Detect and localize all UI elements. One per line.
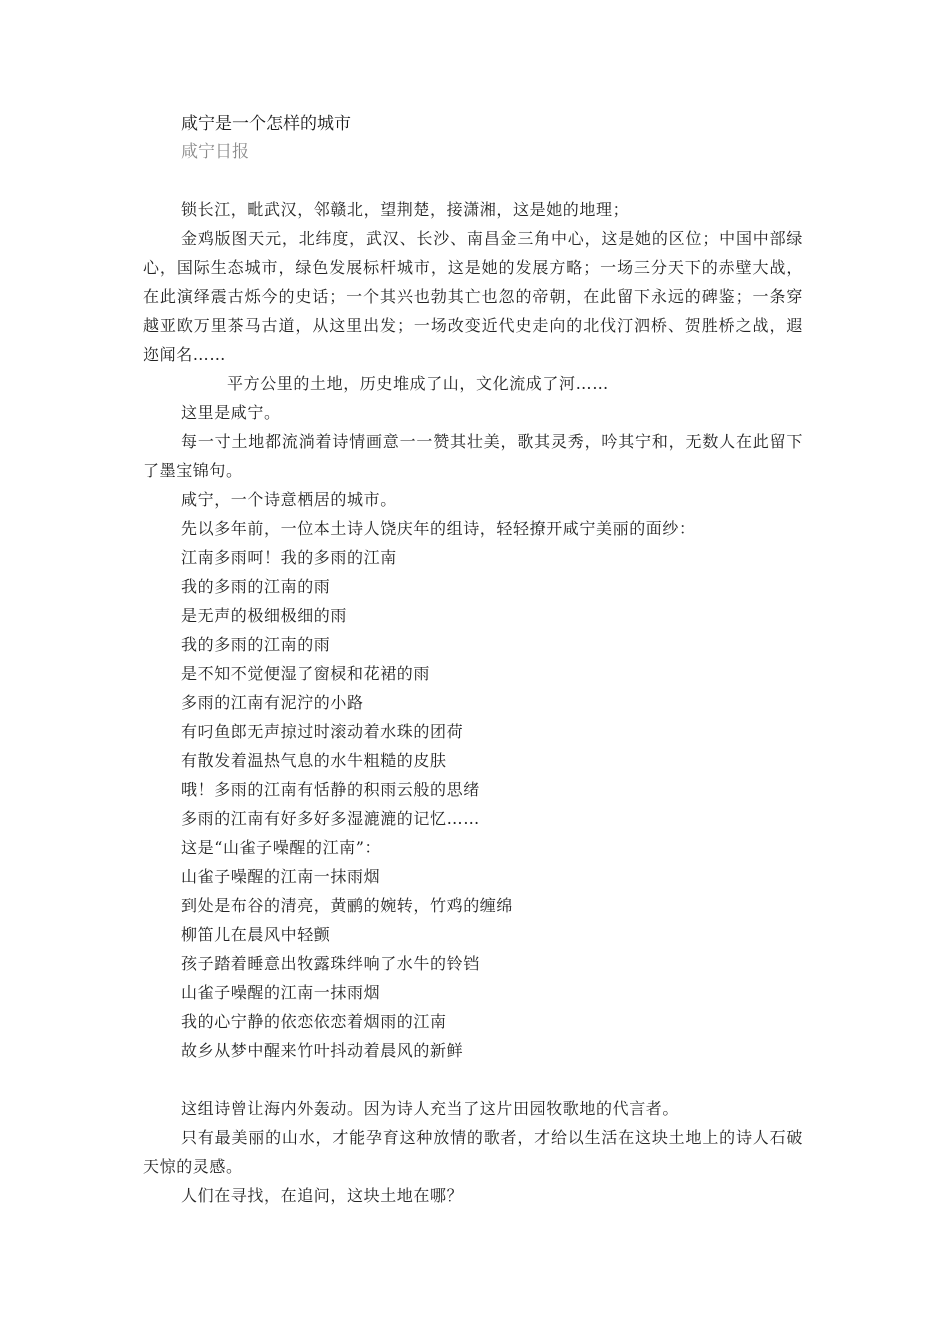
paragraph: 金鸡版图天元，北纬度，武汉、长沙、南昌金三角中心，这是她的区位；中国中部绿心，国际生态城市，绿色发展标杆城市，这是她的发展方略；一场三分天下的赤壁大战，在此演绎震古烁今的史话；一个其兴也勃其亡也忽的帝朝，在此留下永远的碑鉴；一条穿越亚欧万里茶马古道，从这里出发；一场改变近代史走向的北伐汀泗桥、贺胜桥之战，遐迩闻名…… — [143, 229, 803, 364]
poem-line: 是无声的极细极细的雨 — [181, 606, 348, 625]
paragraph: 每一寸土地都流淌着诗情画意一一赞其壮美，歌其灵秀，吟其宁和，无数人在此留下了墨宝锦句。 — [143, 432, 803, 480]
paragraph: 先以多年前，一位本土诗人饶庆年的组诗，轻轻撩开咸宁美丽的面纱： — [181, 519, 696, 538]
document-page — [143, 110, 803, 1210]
article-title: 咸宁是一个怎样的城市 — [181, 114, 351, 134]
poem-line: 是不知不觉便湿了窗棂和花裙的雨 — [181, 664, 431, 683]
article-source: 咸宁日报 — [181, 142, 249, 162]
paragraph: 平方公里的土地，历史堆成了山，文化流成了河…… — [227, 374, 609, 393]
poem-line: 柳笛儿在晨风中轻颤 — [181, 925, 331, 944]
poem-line: 孩子踏着睡意出牧露珠绊响了水牛的铃铛 — [181, 954, 480, 973]
poem-line: 多雨的江南有好多好多湿漉漉的记忆…… — [181, 809, 480, 828]
poem-line: 这是“山雀子噪醒的江南”： — [181, 838, 382, 857]
paragraph: 只有最美丽的山水，才能孕育这种放情的歌者，才给以生活在这块土地上的诗人石破天惊的灵感。 — [143, 1128, 803, 1176]
poem-line: 故乡从梦中醒来竹叶抖动着晨风的新鲜 — [181, 1041, 464, 1060]
poem-line: 有散发着温热气息的水牛粗糙的皮肤 — [181, 751, 447, 770]
poem-line: 江南多雨呵！我的多雨的江南 — [181, 548, 397, 567]
paragraph: 这里是咸宁。 — [181, 403, 281, 422]
poem-line: 我的多雨的江南的雨 — [181, 635, 331, 654]
paragraph: 人们在寻找，在追问，这块土地在哪？ — [181, 1186, 464, 1205]
poem-line: 我的心宁静的依恋依恋着烟雨的江南 — [181, 1012, 447, 1031]
paragraph: 咸宁，一个诗意栖居的城市。 — [181, 490, 397, 509]
blank-line — [143, 166, 803, 195]
poem-line: 哦！多雨的江南有恬静的积雨云般的思绪 — [181, 780, 480, 799]
paragraph: 锁长江，毗武汉，邻赣北，望荆楚，接潇湘，这是她的地理； — [181, 200, 630, 219]
poem-line: 到处是布谷的清亮，黄鹂的婉转，竹鸡的缠绵 — [181, 896, 514, 915]
poem-line: 多雨的江南有泥泞的小路 — [181, 693, 364, 712]
poem-line: 山雀子噪醒的江南一抹雨烟 — [181, 983, 381, 1002]
poem-line: 我的多雨的江南的雨 — [181, 577, 331, 596]
poem — [143, 543, 803, 1065]
paragraph: 这组诗曾让海内外轰动。因为诗人充当了这片田园牧歌地的代言者。 — [181, 1099, 680, 1118]
poem-line: 山雀子噪醒的江南一抹雨烟 — [181, 867, 381, 886]
poem-line: 有叼鱼郎无声掠过时滚动着水珠的团荷 — [181, 722, 464, 741]
blank-line — [143, 1065, 803, 1094]
